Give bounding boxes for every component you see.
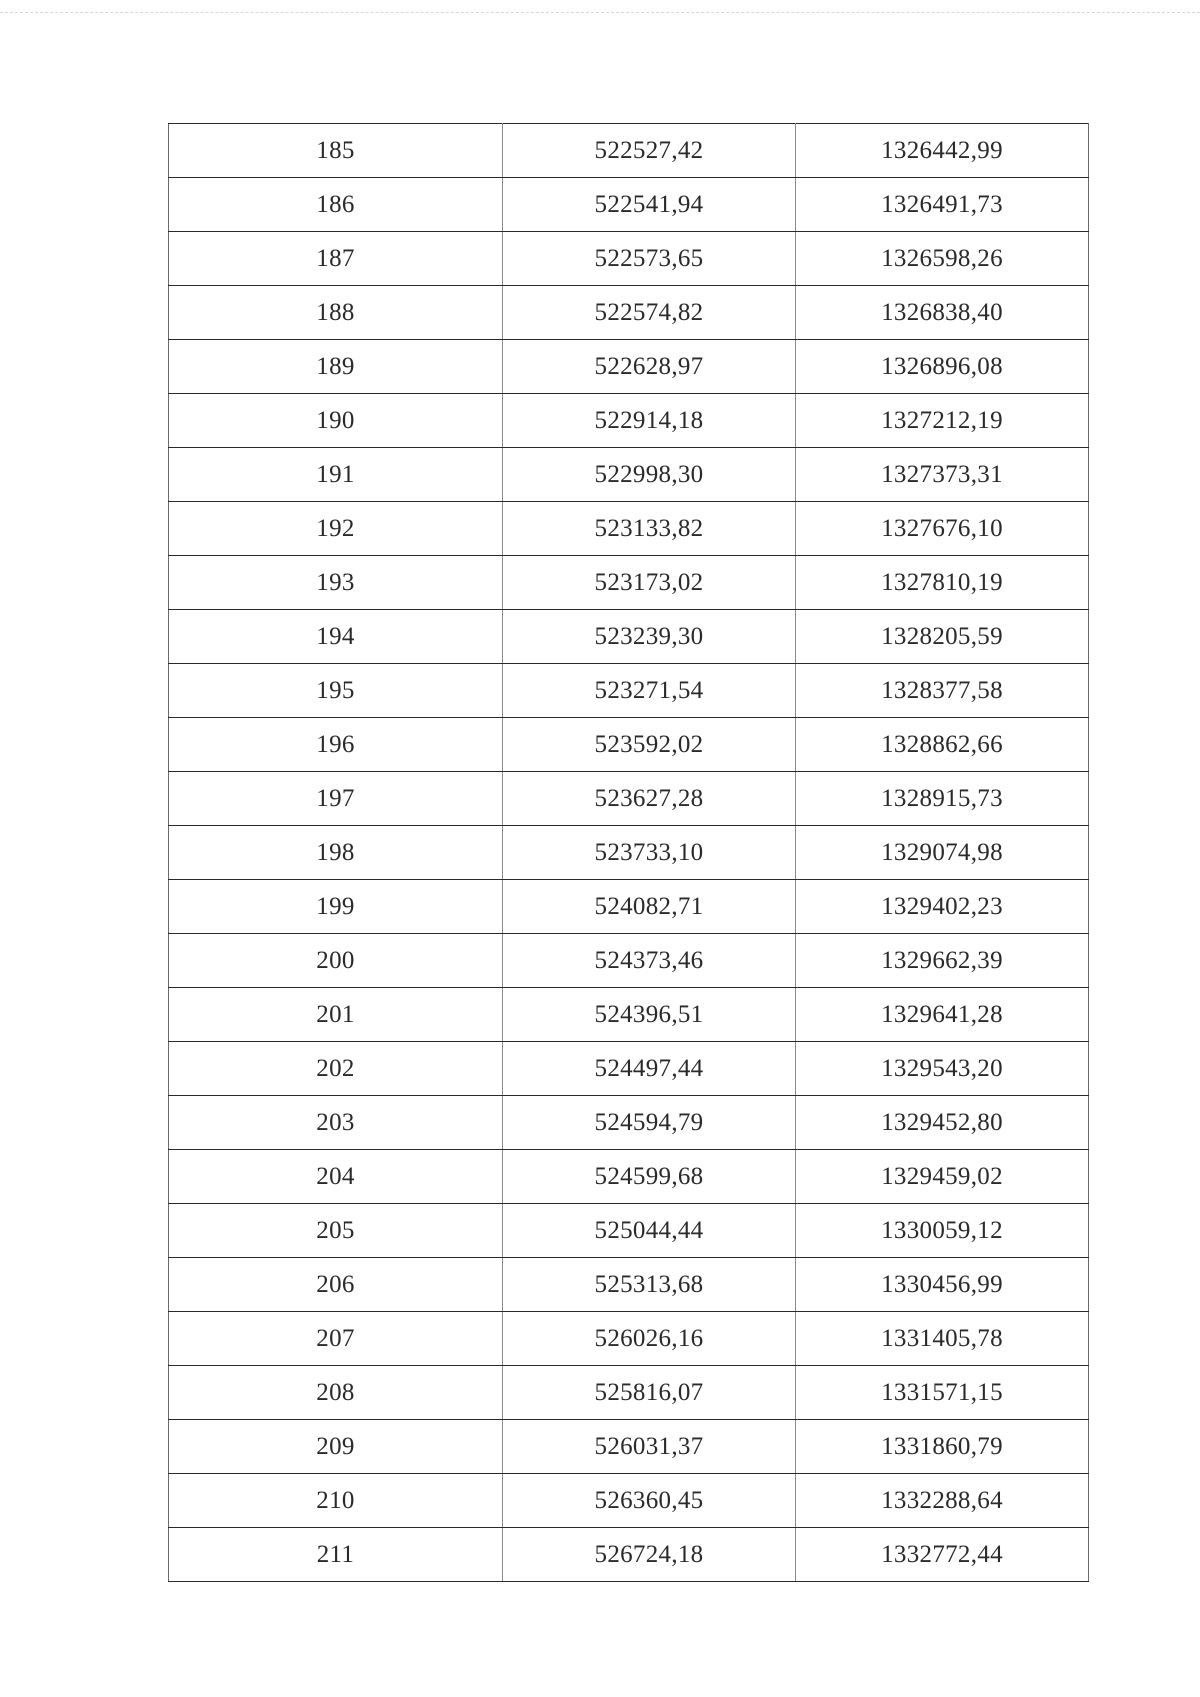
table-row <box>169 286 1089 340</box>
x-coordinate-cell: 524497,44 <box>503 1042 796 1096</box>
x-coordinate-cell: 523239,30 <box>503 610 796 664</box>
y-coordinate-cell: 1327212,19 <box>796 394 1089 448</box>
table-row <box>169 718 1089 772</box>
point-number-cell: 188 <box>169 286 503 340</box>
table-row <box>169 124 1089 178</box>
point-number-cell: 202 <box>169 1042 503 1096</box>
table-row <box>169 232 1089 286</box>
table-row <box>169 1474 1089 1528</box>
y-coordinate-cell: 1328862,66 <box>796 718 1089 772</box>
point-number-cell: 201 <box>169 988 503 1042</box>
table-row <box>169 178 1089 232</box>
y-coordinate-cell: 1326598,26 <box>796 232 1089 286</box>
x-coordinate-cell: 524594,79 <box>503 1096 796 1150</box>
table-row <box>169 826 1089 880</box>
x-coordinate-cell: 526724,18 <box>503 1528 796 1582</box>
table-row <box>169 1528 1089 1582</box>
x-coordinate-cell: 524082,71 <box>503 880 796 934</box>
x-coordinate-cell: 524599,68 <box>503 1150 796 1204</box>
x-coordinate-cell: 522914,18 <box>503 394 796 448</box>
table-row <box>169 1150 1089 1204</box>
table-row <box>169 934 1089 988</box>
point-number-cell: 192 <box>169 502 503 556</box>
point-number-cell: 206 <box>169 1258 503 1312</box>
x-coordinate-cell: 525044,44 <box>503 1204 796 1258</box>
table-row <box>169 1042 1089 1096</box>
point-number-cell: 194 <box>169 610 503 664</box>
y-coordinate-cell: 1328205,59 <box>796 610 1089 664</box>
point-number-cell: 198 <box>169 826 503 880</box>
x-coordinate-cell: 524373,46 <box>503 934 796 988</box>
table-row <box>169 1258 1089 1312</box>
x-coordinate-cell: 523133,82 <box>503 502 796 556</box>
x-coordinate-cell: 523627,28 <box>503 772 796 826</box>
point-number-cell: 196 <box>169 718 503 772</box>
coordinates-table <box>168 123 1089 1582</box>
point-number-cell: 187 <box>169 232 503 286</box>
point-number-cell: 203 <box>169 1096 503 1150</box>
y-coordinate-cell: 1329402,23 <box>796 880 1089 934</box>
y-coordinate-cell: 1326491,73 <box>796 178 1089 232</box>
y-coordinate-cell: 1330456,99 <box>796 1258 1089 1312</box>
table-row <box>169 448 1089 502</box>
y-coordinate-cell: 1327676,10 <box>796 502 1089 556</box>
x-coordinate-cell: 522527,42 <box>503 124 796 178</box>
x-coordinate-cell: 525816,07 <box>503 1366 796 1420</box>
y-coordinate-cell: 1326896,08 <box>796 340 1089 394</box>
x-coordinate-cell: 523271,54 <box>503 664 796 718</box>
point-number-cell: 210 <box>169 1474 503 1528</box>
y-coordinate-cell: 1329459,02 <box>796 1150 1089 1204</box>
y-coordinate-cell: 1328915,73 <box>796 772 1089 826</box>
table-row <box>169 502 1089 556</box>
table-row <box>169 880 1089 934</box>
x-coordinate-cell: 523733,10 <box>503 826 796 880</box>
point-number-cell: 204 <box>169 1150 503 1204</box>
table-row <box>169 340 1089 394</box>
y-coordinate-cell: 1327810,19 <box>796 556 1089 610</box>
point-number-cell: 185 <box>169 124 503 178</box>
x-coordinate-cell: 522628,97 <box>503 340 796 394</box>
y-coordinate-cell: 1329452,80 <box>796 1096 1089 1150</box>
x-coordinate-cell: 523592,02 <box>503 718 796 772</box>
y-coordinate-cell: 1329641,28 <box>796 988 1089 1042</box>
y-coordinate-cell: 1327373,31 <box>796 448 1089 502</box>
point-number-cell: 189 <box>169 340 503 394</box>
x-coordinate-cell: 522573,65 <box>503 232 796 286</box>
table-row <box>169 610 1089 664</box>
coordinates-table-body <box>169 124 1089 1582</box>
table-row <box>169 394 1089 448</box>
y-coordinate-cell: 1332288,64 <box>796 1474 1089 1528</box>
x-coordinate-cell: 525313,68 <box>503 1258 796 1312</box>
y-coordinate-cell: 1331860,79 <box>796 1420 1089 1474</box>
point-number-cell: 199 <box>169 880 503 934</box>
point-number-cell: 205 <box>169 1204 503 1258</box>
table-row <box>169 664 1089 718</box>
x-coordinate-cell: 526026,16 <box>503 1312 796 1366</box>
point-number-cell: 186 <box>169 178 503 232</box>
point-number-cell: 195 <box>169 664 503 718</box>
y-coordinate-cell: 1332772,44 <box>796 1528 1089 1582</box>
table-row <box>169 772 1089 826</box>
table-row <box>169 556 1089 610</box>
table-row <box>169 988 1089 1042</box>
y-coordinate-cell: 1330059,12 <box>796 1204 1089 1258</box>
table-row <box>169 1420 1089 1474</box>
table-row <box>169 1096 1089 1150</box>
x-coordinate-cell: 523173,02 <box>503 556 796 610</box>
point-number-cell: 211 <box>169 1528 503 1582</box>
table-row <box>169 1204 1089 1258</box>
x-coordinate-cell: 526031,37 <box>503 1420 796 1474</box>
x-coordinate-cell: 522998,30 <box>503 448 796 502</box>
point-number-cell: 191 <box>169 448 503 502</box>
table-row <box>169 1366 1089 1420</box>
x-coordinate-cell: 522541,94 <box>503 178 796 232</box>
y-coordinate-cell: 1329074,98 <box>796 826 1089 880</box>
y-coordinate-cell: 1326838,40 <box>796 286 1089 340</box>
point-number-cell: 200 <box>169 934 503 988</box>
scan-edge-line <box>0 12 1200 13</box>
y-coordinate-cell: 1331571,15 <box>796 1366 1089 1420</box>
x-coordinate-cell: 526360,45 <box>503 1474 796 1528</box>
y-coordinate-cell: 1329662,39 <box>796 934 1089 988</box>
y-coordinate-cell: 1326442,99 <box>796 124 1089 178</box>
y-coordinate-cell: 1331405,78 <box>796 1312 1089 1366</box>
point-number-cell: 207 <box>169 1312 503 1366</box>
table-row <box>169 1312 1089 1366</box>
point-number-cell: 208 <box>169 1366 503 1420</box>
point-number-cell: 197 <box>169 772 503 826</box>
y-coordinate-cell: 1329543,20 <box>796 1042 1089 1096</box>
y-coordinate-cell: 1328377,58 <box>796 664 1089 718</box>
x-coordinate-cell: 522574,82 <box>503 286 796 340</box>
x-coordinate-cell: 524396,51 <box>503 988 796 1042</box>
point-number-cell: 209 <box>169 1420 503 1474</box>
point-number-cell: 190 <box>169 394 503 448</box>
point-number-cell: 193 <box>169 556 503 610</box>
